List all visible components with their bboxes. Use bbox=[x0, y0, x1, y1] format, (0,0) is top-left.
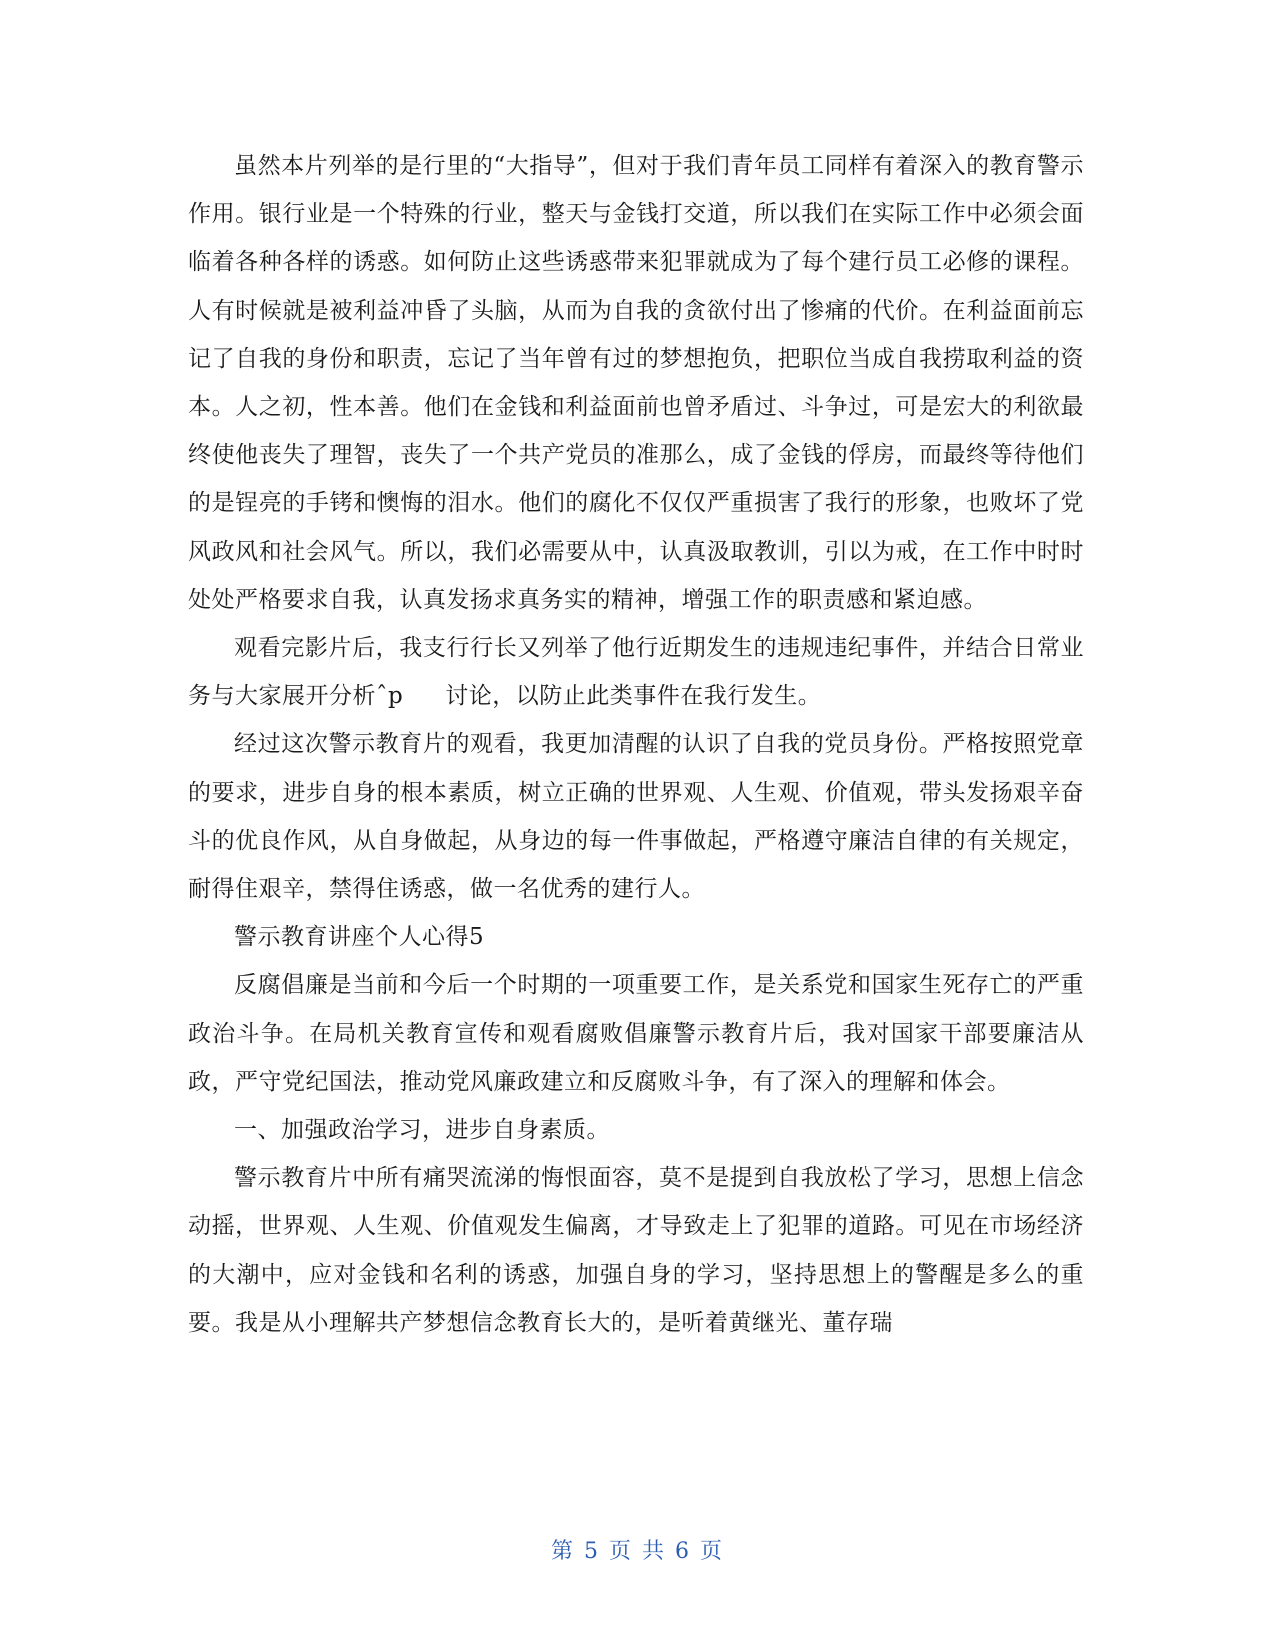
document-body bbox=[188, 142, 1084, 1347]
paragraph-2-marker: ˆp bbox=[376, 683, 404, 710]
paragraph-3: 经过这次警示教育片的观看，我更加清醒的认识了自我的党员身份。严格按照党章的要求，进步自身的根本素质，树立正确的世界观、人生观、价值观，带头发扬艰辛奋斗的优良作风，从自身做起，从身边的每一件事做起，严格遵守廉洁自律的有关规定，耐得住艰辛，禁得住诱惑，做一名优秀的建行人。 bbox=[188, 731, 1084, 903]
paragraph-2-tail: 讨论，以防止此类事件在我行发生。 bbox=[445, 683, 822, 710]
page-number-label: 第 5 页 共 6 页 bbox=[551, 1539, 724, 1564]
paragraph-4: 反腐倡廉是当前和今后一个时期的一项重要工作，是关系党和国家生死存亡的严重政治斗争。在局机关教育宣传和观看腐败倡廉警示教育片后，我对国家干部要廉洁从政，严守党纪国法，推动党风廉政建立和反腐败斗争，有了深入的理解和体会。 bbox=[188, 972, 1084, 1095]
paragraph-5: 警示教育片中所有痛哭流涕的悔恨面容，莫不是提到自我放松了学习，思想上信念动摇，世界观、人生观、价值观发生偏离，才导致走上了犯罪的道路。可见在市场经济的大潮中，应对金钱和名利的诱惑，加强自身的学习，坚持思想上的警醒是多么的重要。我是从小理解共产梦想信念教育长大的，是听着黄继光、董存瑞 bbox=[188, 1165, 1084, 1336]
paragraph-1: 虽然本片列举的是行里的“大指导”，但对于我们青年员工同样有着深入的教育警示作用。银行业是一个特殊的行业，整天与金钱打交道，所以我们在实际工作中必须会面临着各种各样的诱惑。如何防止这些诱惑带来犯罪就成为了每个建行员工必修的课程。人有时候就是被利益冲昏了头脑，从而为自我的贪欲付出了惨痛的代价。在利益面前忘记了自我的身份和职责，忘记了当年曾有过的梦想抱负，把职位当成自我捞取利益的资本。人之初，性本善。他们在金钱和利益面前也曾矛盾过、斗争过，可是宏大的利欲最终使他丧失了理智，丧失了一个共产党员的准那么，成了金钱的俘房，而最终等待他们的是锃亮的手铐和懊悔的泪水。他们的腐化不仅仅严重损害了我行的形象，也败坏了党风政风和社会风气。所以，我们必需要从中，认真汲取教训，引以为戒，在工作中时时处处严格要求自我，认真发扬求真务实的精神，增强工作的职责感和紧迫感。 bbox=[188, 153, 1084, 613]
subheading-1: 一、加强政治学习，进步自身素质。 bbox=[234, 1117, 610, 1144]
section-heading: 警示教育讲座个人心得5 bbox=[234, 924, 485, 951]
paragraph-2-text: 观看完影片后，我支行行长又列举了他行近期发生的违规违纪事件，并结合日常业务与大家展开分析 bbox=[188, 635, 1084, 710]
paragraph-2 bbox=[188, 624, 1084, 720]
page-footer bbox=[0, 1534, 1275, 1565]
